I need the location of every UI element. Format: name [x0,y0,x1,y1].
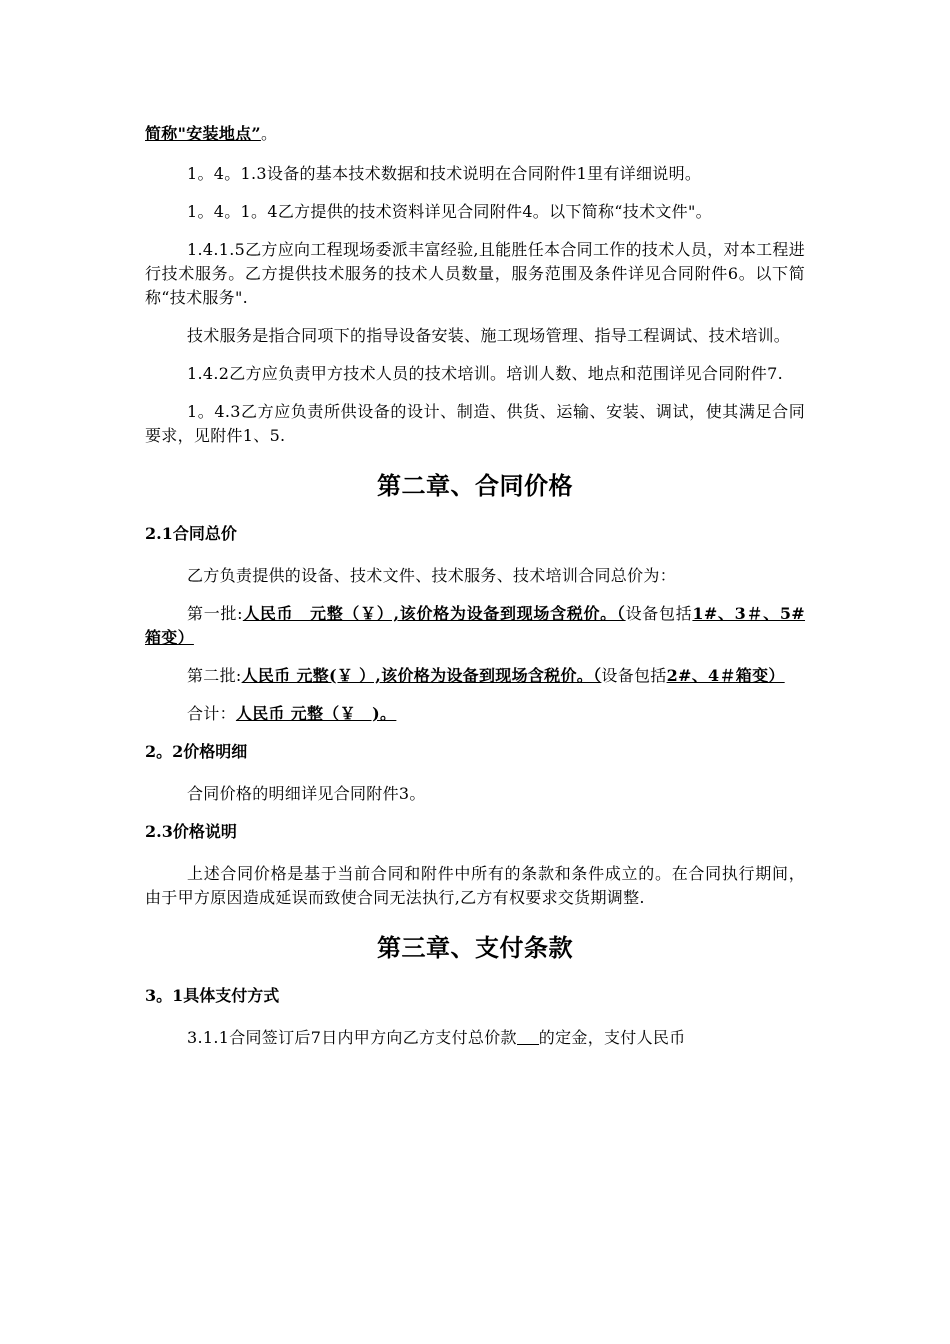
document-body [145,122,805,1064]
section-2-2-title: 2。2价格明细 [145,742,248,761]
batch-2-equipment-label: 设备包括 [601,666,667,685]
clause-3-1-1-start: 3.1.1合同签订后7日内甲方向乙方支付总价款 [187,1028,517,1047]
paragraph-install-location [145,122,805,146]
section-2-3-title: 2.3价格说明 [145,822,237,841]
paragraph-price-explanation: 上述合同价格是基于当前合同和附件中所有的条款和条件成立的。在合同执行期间，由于甲方原因造成延误而致使合同无法执行,乙方有权要求交货期调整. [145,864,805,907]
total-price: 人民币 元整（￥ )。 [235,704,397,723]
paragraph-1-4-3: 1。4.3乙方应负责所供设备的设计、制造、供货、运输、安装、调试，使其满足合同要求，见附件1、5. [145,402,805,445]
batch-2-price: 人民币 元整(￥ ）,该价格为设备到现场含税价。（ [241,666,602,685]
deposit-blank [517,1028,539,1045]
paragraph-1-4-2: 1.4.2乙方应负责甲方技术人员的技术培训。培训人数、地点和范围详见合同附件7. [187,364,783,383]
batch-1-equipment: 1#、3＃、5#箱变） [145,604,806,647]
paragraph-1-4-1-3: 1。4。1.3设备的基本技术数据和技术说明在合同附件1里有详细说明。 [187,164,702,183]
paragraph-1-4-1-4: 1。4。1。4乙方提供的技术资料详见合同附件4。以下简称“技术文件"。 [187,202,712,221]
paragraph-technical-service: 技术服务是指合同项下的指导设备安装、施工现场管理、指导工程调试、技术培训。 [187,326,791,345]
paragraph-batch-1 [145,602,805,650]
batch-1-label: 第一批: [187,604,243,623]
paragraph-total-price-intro: 乙方负责提供的设备、技术文件、技术服务、技术培训合同总价为： [187,566,677,585]
chapter-3-title: 第三章、支付条款 [377,934,573,962]
batch-2-label: 第二批: [187,666,242,685]
chapter-2-title: 第二章、合同价格 [377,472,573,500]
paragraph-batch-2 [145,664,805,688]
section-2-1-title: 2.1合同总价 [145,524,237,543]
paragraph-tail: 。 [260,124,278,143]
section-3-1-title: 3。1具体支付方式 [145,986,280,1005]
underlined-install-location: 简称"安装地点” [145,124,261,143]
batch-1-price: 人民币 元整（￥）,该价格为设备到现场含税价。（ [242,604,626,623]
paragraph-3-1-1 [145,1026,805,1050]
paragraph-total [145,702,805,726]
paragraph-1-4-1-5: 1.4.1.5乙方应向工程现场委派丰富经验,且能胜任本合同工作的技术人员，对本工程进行技术服务。乙方提供技术服务的技术人员数量，服务范围及条件详见合同附件6。以下简称“技术服务". [145,240,805,307]
clause-3-1-1-end: 的定金，支付人民币 [538,1028,686,1047]
batch-2-equipment: 2#、4＃箱变） [666,666,785,685]
paragraph-price-detail: 合同价格的明细详见合同附件3。 [187,784,426,803]
total-label: 合计： [187,704,236,723]
batch-1-equipment-label: 设备包括 [625,604,693,623]
